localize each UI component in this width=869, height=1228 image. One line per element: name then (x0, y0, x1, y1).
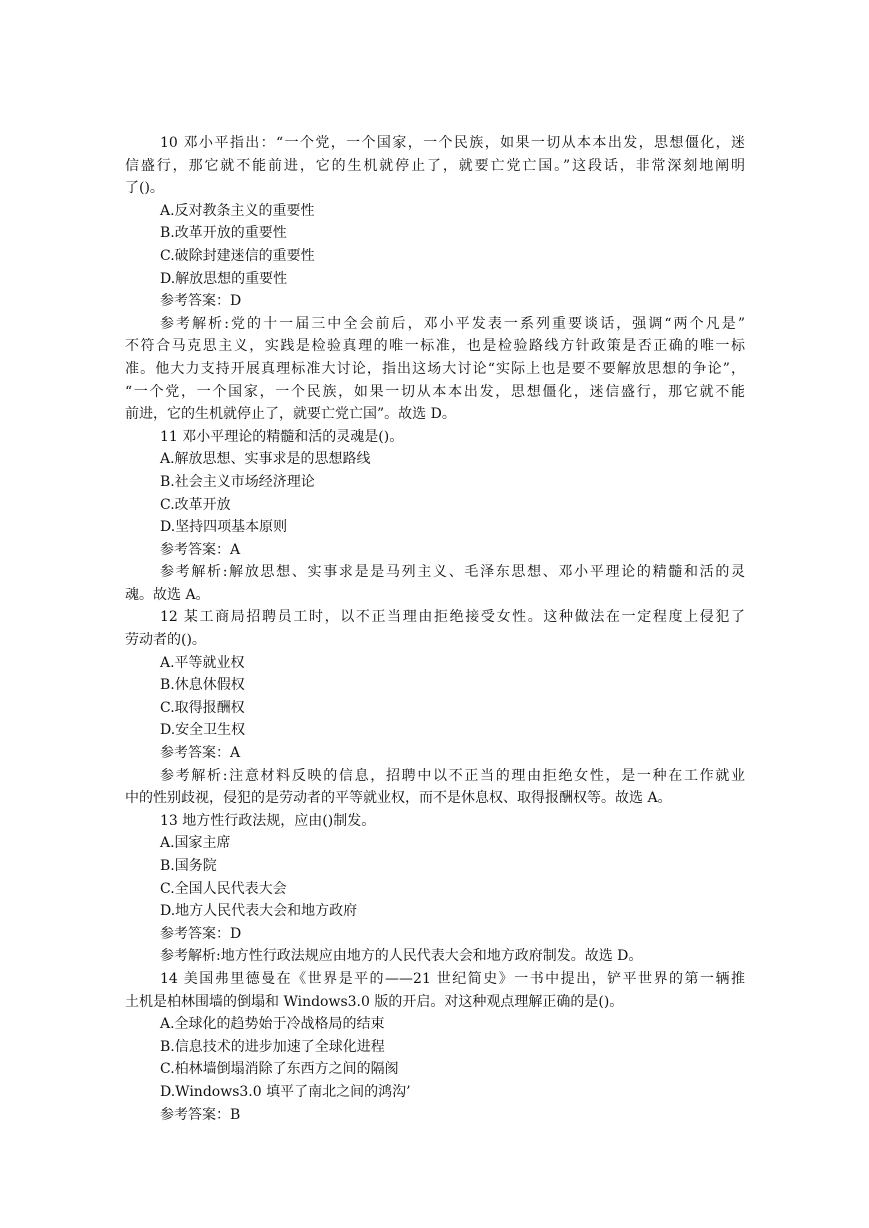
option-c: C.柏林墙倒塌消除了东西方之间的隔阂 (160, 1061, 399, 1078)
reference-answer: 参考答案：A (160, 745, 241, 762)
document-page (125, 132, 745, 1126)
question-stem-line: 了()。 (125, 180, 164, 197)
option-b: B.改革开放的重要性 (160, 225, 287, 242)
option-a: A.解放思想、实事求是的思想路线 (160, 451, 371, 468)
reference-answer: 参考答案：D (160, 293, 242, 310)
option-c: C.破除封建迷信的重要性 (160, 247, 315, 264)
question-stem-line: 12 某工商局招聘员工时，以不正当理由拒绝接受女性。这种做法在一定程度上侵犯了 (160, 609, 745, 626)
option-c: C.全国人民代表大会 (160, 880, 287, 897)
option-b: B.休息休假权 (160, 677, 245, 694)
question-stem-line: 14 美国弗里德曼在《世界是平的——21 世纪简史》一书中提出，铲平世界的第一辆推 (160, 970, 745, 987)
question-block (125, 606, 745, 809)
option-d: D.坚持四项基本原则 (160, 519, 288, 536)
analysis-line: 中的性别歧视，侵犯的是劳动者的平等就业权，而不是休息权、取得报酬权等。故选 A。 (125, 790, 672, 807)
question-block (125, 968, 745, 1126)
analysis-line: 前进，它的生机就停止了，就要亡党亡国”。故选 D。 (125, 406, 456, 423)
question-stem-line: 13 地方性行政法规，应由()制发。 (160, 812, 376, 829)
analysis-line: 魂。故选 A。 (125, 586, 210, 603)
question-block (125, 810, 745, 968)
question-stem-line: 10 邓小平指出：“一个党，一个国家，一个民族，如果一切从本本出发，思想僵化，迷 (160, 135, 745, 151)
option-a: A.反对教条主义的重要性 (160, 202, 315, 219)
reference-answer: 参考答案：B (160, 1106, 241, 1123)
option-b: B.信息技术的进步加速了全球化进程 (160, 1038, 385, 1055)
option-d: D.解放思想的重要性 (160, 270, 288, 287)
analysis-line: 参考解析:地方性行政法规应由地方的人民代表大会和地方政府制发。故选 D。 (160, 948, 643, 965)
analysis-line: 不符合马克思主义，实践是检验真理的唯一标准，也是检验路线方针政策是否正确的唯一标 (125, 338, 745, 355)
analysis-line: “一个党，一个国家，一个民族，如果一切从本本出发，思想僵化，迷信盛行，那它就不能 (125, 383, 745, 400)
question-stem-line: 信盛行，那它就不能前进，它的生机就停止了，就要亡党亡国。”这段话，非常深刻地阐明 (125, 157, 745, 174)
analysis-line: 参考解析:注意材料反映的信息，招聘中以不正当的理由拒绝女性，是一种在工作就业 (160, 767, 745, 784)
question-stem-line: 11 邓小平理论的精髓和活的灵魂是()。 (160, 428, 404, 445)
question-block (125, 132, 745, 426)
option-d: D.Windows3.0 填平了南北之间的鸿沟’ (160, 1083, 411, 1100)
option-b: B.国务院 (160, 858, 217, 874)
analysis-line: 参考解析:党的十一届三中全会前后，邓小平发表一系列重要谈话，强调“两个凡是” (160, 315, 745, 332)
option-c: C.改革开放 (160, 496, 231, 513)
reference-answer: 参考答案：A (160, 541, 241, 558)
analysis-line: 参考解析:解放思想、实事求是是马列主义、毛泽东思想、邓小平理论的精髓和活的灵 (160, 564, 745, 581)
option-a: A.全球化的趋势始于冷战格局的结束 (160, 1016, 385, 1033)
analysis-line: 准。他大力支持开展真理标准大讨论，指出这场大讨论“实际上也是要不要解放思想的争论”， (125, 360, 745, 377)
option-a: A.国家主席 (160, 835, 231, 852)
question-stem-line: 劳动者的()。 (125, 632, 206, 649)
option-a: A.平等就业权 (160, 654, 245, 671)
question-stem-line: 土机是柏林围墙的倒塌和 Windows3.0 版的开启。对这种观点理解正确的是()。 (125, 993, 624, 1010)
option-c: C.取得报酬权 (160, 699, 245, 716)
option-d: D.地方人民代表大会和地方政府 (160, 903, 358, 920)
option-d: D.安全卫生权 (160, 722, 246, 739)
option-b: B.社会主义市场经济理论 (160, 473, 315, 490)
question-block (125, 426, 745, 607)
reference-answer: 参考答案：D (160, 925, 242, 942)
